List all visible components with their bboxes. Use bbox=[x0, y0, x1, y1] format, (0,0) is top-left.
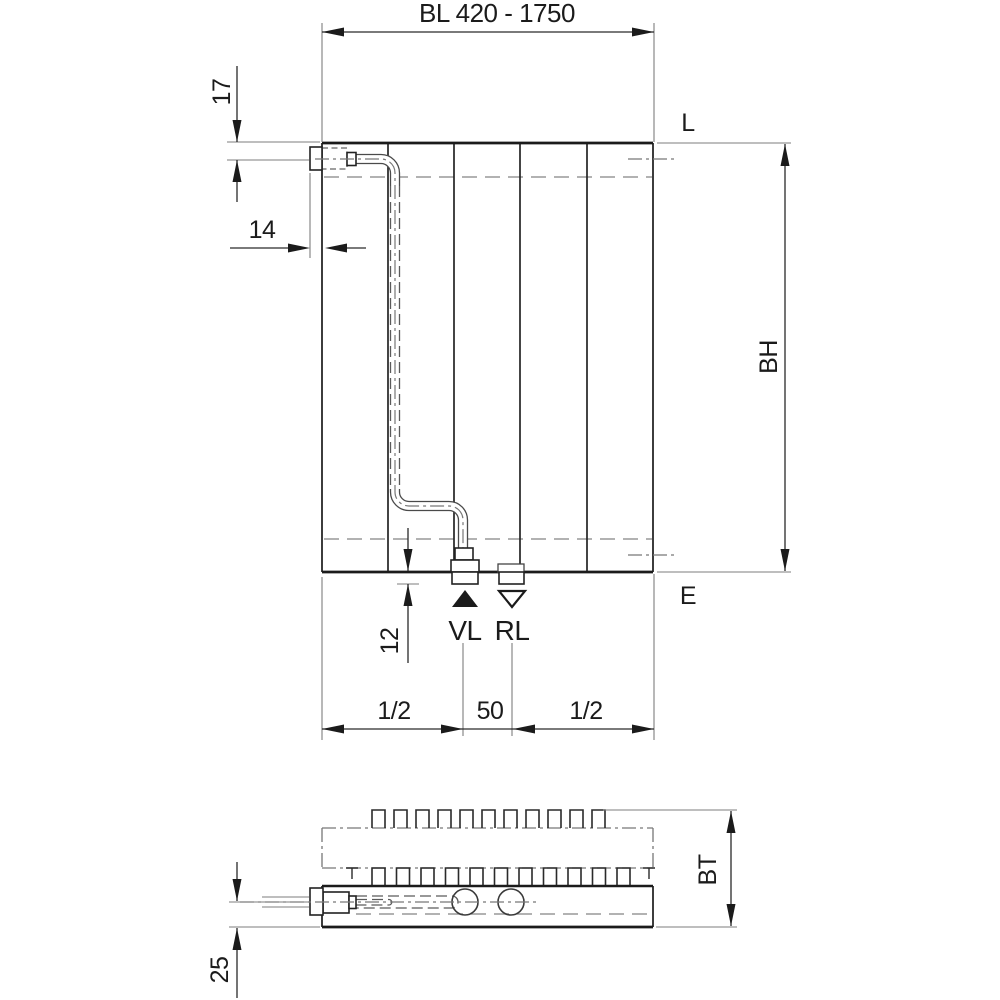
vent-label: L bbox=[681, 109, 695, 137]
drain-label: E bbox=[679, 582, 697, 610]
dim-bt-text: BT bbox=[694, 854, 722, 886]
rl-label: RL bbox=[494, 615, 530, 646]
vl-label: VL bbox=[448, 615, 482, 646]
arrow-up-icon bbox=[781, 144, 790, 166]
arrow-up-icon bbox=[404, 584, 413, 606]
arrow-right-icon bbox=[632, 28, 654, 37]
dim-14-text: 14 bbox=[248, 216, 276, 244]
dim-right-half-text: 1/2 bbox=[569, 697, 603, 725]
arrow-down-icon bbox=[727, 904, 736, 926]
dim-17 bbox=[208, 66, 320, 202]
dim-left-half-text: 1/2 bbox=[377, 697, 411, 725]
arrow-left-icon bbox=[322, 28, 344, 37]
dim-center-text: 50 bbox=[476, 697, 504, 725]
dim-bl-text: BL 420 - 1750 bbox=[419, 0, 575, 28]
arrow-up-icon bbox=[233, 160, 242, 182]
dim-17-text: 17 bbox=[208, 78, 236, 106]
plan-panel bbox=[322, 886, 653, 927]
dim-bh bbox=[657, 143, 791, 572]
front-view bbox=[310, 109, 696, 646]
arrow-down-icon bbox=[781, 549, 790, 571]
fin-row-back bbox=[372, 810, 605, 828]
dim-bl bbox=[322, 0, 654, 142]
arrow-right-icon bbox=[441, 725, 463, 734]
dim-25 bbox=[206, 862, 320, 998]
dim-bh-text: BH bbox=[755, 340, 783, 374]
dim-25-text: 25 bbox=[206, 956, 234, 984]
arrow-right-icon bbox=[288, 244, 310, 253]
fin-row-front bbox=[372, 868, 630, 886]
arrow-up-icon bbox=[233, 928, 242, 950]
arrow-left-icon bbox=[322, 725, 344, 734]
arrow-right-icon bbox=[632, 725, 654, 734]
rl-bottom-port bbox=[498, 564, 524, 584]
vl-supply-arrow-icon bbox=[452, 590, 478, 607]
radiator-body bbox=[322, 143, 674, 572]
arrow-up-icon bbox=[727, 811, 736, 833]
arrow-left-icon bbox=[513, 725, 535, 734]
arrow-down-icon bbox=[233, 120, 242, 142]
dim-bottom-chain bbox=[322, 574, 654, 740]
rl-return-arrow-icon bbox=[499, 591, 525, 607]
dim-12-text: 12 bbox=[376, 627, 404, 655]
plan-view bbox=[240, 810, 655, 927]
arrow-down-icon bbox=[233, 879, 242, 901]
fin-hanger-ticks bbox=[346, 868, 655, 879]
convector-envelope bbox=[322, 828, 653, 868]
